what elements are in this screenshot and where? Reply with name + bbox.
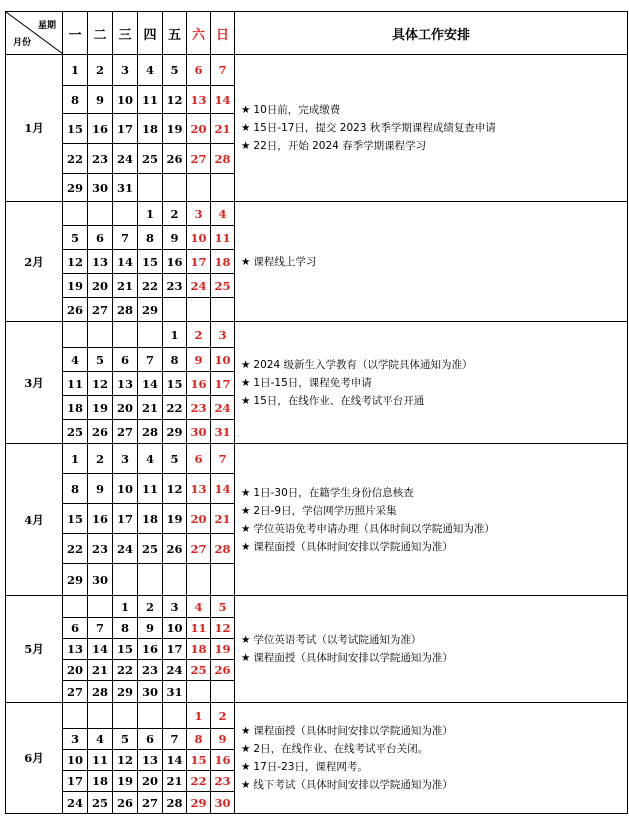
day-cell: 29	[138, 298, 163, 322]
month-label: 3月	[6, 322, 63, 444]
day-cell: 23	[187, 396, 211, 420]
day-cell: 4	[63, 348, 88, 372]
day-cell	[113, 202, 138, 226]
weekday-sat: 六	[187, 12, 211, 55]
task-text: 1日-30日，在籍学生身份信息核查	[253, 486, 414, 499]
day-cell: 9	[187, 348, 211, 372]
day-cell: 28	[211, 534, 235, 564]
day-cell	[187, 298, 211, 322]
day-cell: 2	[88, 444, 113, 474]
day-cell: 23	[88, 144, 113, 174]
week-row	[6, 703, 628, 729]
day-cell: 13	[187, 86, 211, 114]
star-icon: ★	[241, 358, 251, 371]
task-text: 22日，开始 2024 春季学期课程学习	[253, 140, 427, 152]
weekday-tue: 二	[88, 12, 113, 55]
day-cell: 24	[187, 274, 211, 298]
day-cell: 28	[88, 681, 113, 703]
task-item	[241, 502, 627, 520]
day-cell: 11	[211, 226, 235, 250]
day-cell: 15	[63, 114, 88, 144]
day-cell: 25	[211, 274, 235, 298]
day-cell: 11	[63, 372, 88, 396]
day-cell: 12	[163, 474, 187, 504]
day-cell: 4	[88, 729, 113, 750]
work-arrangement	[235, 202, 628, 322]
day-cell: 9	[163, 226, 187, 250]
day-cell: 21	[163, 771, 187, 792]
day-cell: 8	[63, 86, 88, 114]
day-cell: 7	[211, 55, 235, 86]
day-cell: 30	[211, 792, 235, 814]
task-text: 15日-17日，提交 2023 秋季学期课程成绩复查申请	[253, 122, 496, 134]
day-cell: 14	[88, 639, 113, 660]
task-item	[241, 484, 627, 502]
day-cell: 25	[138, 144, 163, 174]
day-cell: 20	[138, 771, 163, 792]
month-axis-label: 月份	[13, 38, 32, 48]
day-cell: 12	[63, 250, 88, 274]
day-cell: 5	[63, 226, 88, 250]
month-label: 5月	[6, 596, 63, 703]
day-cell: 26	[211, 660, 235, 681]
day-cell: 16	[88, 114, 113, 144]
task-text: 2日-9日，学信网学历照片采集	[253, 504, 397, 517]
corner-header	[6, 12, 63, 55]
calendar-body	[6, 55, 628, 814]
work-arrangement	[235, 322, 628, 444]
star-icon: ★	[241, 140, 251, 152]
day-cell: 22	[63, 534, 88, 564]
day-cell: 11	[88, 750, 113, 771]
day-cell: 7	[138, 348, 163, 372]
day-cell: 3	[187, 202, 211, 226]
day-cell: 30	[88, 564, 113, 596]
week-row	[6, 202, 628, 226]
day-cell: 14	[211, 86, 235, 114]
day-cell: 25	[88, 792, 113, 814]
day-cell	[138, 703, 163, 729]
task-text: 2024 级新生入学教育（以学院具体通知为准）	[253, 358, 473, 371]
day-cell: 14	[163, 750, 187, 771]
day-cell: 19	[163, 504, 187, 534]
day-cell: 28	[211, 144, 235, 174]
week-row	[6, 322, 628, 348]
day-cell: 27	[113, 420, 138, 444]
day-cell: 10	[63, 750, 88, 771]
day-cell: 26	[63, 298, 88, 322]
day-cell: 17	[187, 250, 211, 274]
work-arrangement	[235, 703, 628, 814]
day-cell: 13	[138, 750, 163, 771]
day-cell: 3	[211, 322, 235, 348]
day-cell: 26	[163, 144, 187, 174]
day-cell	[113, 564, 138, 596]
day-cell: 2	[187, 322, 211, 348]
task-item	[241, 520, 627, 538]
day-cell: 16	[211, 750, 235, 771]
task-text: 课程面授（具体时间安排以学院通知为准）	[253, 540, 453, 553]
day-cell: 20	[187, 114, 211, 144]
task-item	[241, 374, 627, 392]
task-text: 课程线上学习	[253, 255, 317, 268]
day-cell: 13	[113, 372, 138, 396]
task-item	[241, 740, 627, 758]
day-cell	[163, 298, 187, 322]
star-icon: ★	[241, 376, 251, 389]
day-cell: 10	[187, 226, 211, 250]
day-cell: 23	[211, 771, 235, 792]
day-cell: 1	[163, 322, 187, 348]
day-cell	[88, 703, 113, 729]
day-cell: 31	[163, 681, 187, 703]
day-cell: 10	[113, 86, 138, 114]
day-cell: 27	[63, 681, 88, 703]
day-cell: 24	[113, 144, 138, 174]
day-cell: 13	[63, 639, 88, 660]
day-cell: 5	[88, 348, 113, 372]
day-cell: 25	[63, 420, 88, 444]
day-cell	[163, 564, 187, 596]
day-cell: 20	[63, 660, 88, 681]
task-item	[241, 356, 627, 374]
day-cell	[187, 681, 211, 703]
star-icon: ★	[241, 743, 251, 755]
day-cell: 25	[187, 660, 211, 681]
weekday-axis-label: 星期	[37, 21, 56, 31]
day-cell: 11	[138, 86, 163, 114]
day-cell: 19	[88, 396, 113, 420]
task-item	[241, 101, 627, 119]
day-cell: 4	[138, 444, 163, 474]
star-icon: ★	[241, 652, 251, 664]
day-cell: 1	[63, 444, 88, 474]
day-cell: 21	[211, 504, 235, 534]
day-cell: 18	[88, 771, 113, 792]
day-cell: 1	[187, 703, 211, 729]
task-text: 线下考试（具体时间安排以学院通知为准）	[253, 779, 453, 791]
day-cell: 5	[163, 55, 187, 86]
day-cell: 17	[63, 771, 88, 792]
day-cell: 27	[187, 144, 211, 174]
day-cell: 3	[63, 729, 88, 750]
day-cell: 30	[138, 681, 163, 703]
task-item	[241, 538, 627, 556]
star-icon: ★	[241, 779, 251, 791]
day-cell: 13	[187, 474, 211, 504]
day-cell: 5	[113, 729, 138, 750]
header-row	[6, 12, 628, 55]
day-cell	[88, 202, 113, 226]
day-cell: 28	[163, 792, 187, 814]
day-cell: 14	[211, 474, 235, 504]
day-cell: 23	[88, 534, 113, 564]
star-icon: ★	[241, 104, 251, 116]
star-icon: ★	[241, 761, 251, 773]
day-cell: 22	[163, 396, 187, 420]
day-cell: 12	[163, 86, 187, 114]
day-cell: 12	[113, 750, 138, 771]
day-cell	[63, 322, 88, 348]
day-cell	[211, 681, 235, 703]
day-cell: 20	[113, 396, 138, 420]
day-cell	[163, 174, 187, 202]
calendar-table	[5, 11, 628, 814]
day-cell: 1	[113, 596, 138, 618]
star-icon: ★	[241, 540, 251, 553]
day-cell	[138, 174, 163, 202]
day-cell: 24	[211, 396, 235, 420]
day-cell: 31	[113, 174, 138, 202]
day-cell: 24	[63, 792, 88, 814]
task-text: 课程面授（具体时间安排以学院通知为准）	[253, 725, 453, 737]
day-cell: 9	[88, 474, 113, 504]
day-cell: 21	[211, 114, 235, 144]
day-cell: 19	[163, 114, 187, 144]
day-cell: 10	[163, 618, 187, 639]
day-cell: 2	[163, 202, 187, 226]
day-cell: 7	[211, 444, 235, 474]
task-text: 10日前，完成缴费	[253, 104, 341, 116]
task-text: 1日-15日，课程免考申请	[253, 376, 372, 389]
day-cell: 20	[187, 504, 211, 534]
day-cell: 4	[211, 202, 235, 226]
day-cell: 26	[163, 534, 187, 564]
day-cell: 16	[163, 250, 187, 274]
task-text: 15日，在线作业、在线考试平台开通	[253, 394, 425, 407]
day-cell: 27	[88, 298, 113, 322]
day-cell	[187, 564, 211, 596]
task-text: 课程面授（具体时间安排以学院通知为准）	[253, 652, 453, 664]
tasks-header: 具体工作安排	[235, 12, 628, 55]
day-cell: 29	[63, 174, 88, 202]
day-cell: 18	[63, 396, 88, 420]
day-cell: 9	[211, 729, 235, 750]
task-item	[241, 776, 627, 794]
day-cell: 8	[63, 474, 88, 504]
day-cell	[211, 298, 235, 322]
day-cell: 3	[113, 55, 138, 86]
day-cell: 21	[138, 396, 163, 420]
week-row	[6, 55, 628, 86]
day-cell: 14	[113, 250, 138, 274]
day-cell: 18	[138, 504, 163, 534]
day-cell: 6	[63, 618, 88, 639]
day-cell: 23	[138, 660, 163, 681]
day-cell: 13	[88, 250, 113, 274]
day-cell: 19	[63, 274, 88, 298]
day-cell: 16	[187, 372, 211, 396]
day-cell	[187, 174, 211, 202]
day-cell: 29	[163, 420, 187, 444]
day-cell: 15	[138, 250, 163, 274]
day-cell: 27	[138, 792, 163, 814]
day-cell	[63, 596, 88, 618]
day-cell: 3	[113, 444, 138, 474]
day-cell: 18	[211, 250, 235, 274]
day-cell: 22	[63, 144, 88, 174]
task-text: 17日-23日，课程网考。	[253, 761, 368, 773]
day-cell: 30	[187, 420, 211, 444]
day-cell: 10	[113, 474, 138, 504]
day-cell: 21	[88, 660, 113, 681]
day-cell: 19	[211, 639, 235, 660]
day-cell: 7	[113, 226, 138, 250]
task-text: 2日，在线作业、在线考试平台关闭。	[253, 743, 429, 755]
day-cell: 20	[88, 274, 113, 298]
day-cell: 2	[211, 703, 235, 729]
task-item	[241, 649, 627, 667]
day-cell	[163, 703, 187, 729]
weekday-fri: 五	[163, 12, 187, 55]
star-icon: ★	[241, 725, 251, 737]
day-cell: 21	[113, 274, 138, 298]
weekday-thu: 四	[138, 12, 163, 55]
day-cell: 28	[138, 420, 163, 444]
day-cell	[63, 202, 88, 226]
day-cell: 25	[138, 534, 163, 564]
day-cell: 8	[138, 226, 163, 250]
day-cell: 6	[187, 444, 211, 474]
day-cell: 1	[138, 202, 163, 226]
day-cell: 17	[211, 372, 235, 396]
day-cell: 1	[63, 55, 88, 86]
weekday-mon: 一	[63, 12, 88, 55]
task-item	[241, 722, 627, 740]
day-cell: 6	[187, 55, 211, 86]
week-row	[6, 444, 628, 474]
day-cell	[138, 564, 163, 596]
day-cell: 5	[163, 444, 187, 474]
day-cell: 15	[113, 639, 138, 660]
month-label: 1月	[6, 55, 63, 202]
day-cell: 27	[187, 534, 211, 564]
day-cell: 14	[138, 372, 163, 396]
task-item	[241, 137, 627, 155]
week-row	[6, 596, 628, 618]
work-arrangement	[235, 55, 628, 202]
day-cell: 8	[113, 618, 138, 639]
day-cell: 16	[88, 504, 113, 534]
task-item	[241, 392, 627, 410]
work-arrangement	[235, 596, 628, 703]
star-icon: ★	[241, 394, 251, 407]
day-cell: 26	[113, 792, 138, 814]
star-icon: ★	[241, 486, 251, 499]
day-cell	[88, 322, 113, 348]
day-cell: 31	[211, 420, 235, 444]
day-cell: 11	[187, 618, 211, 639]
work-arrangement	[235, 444, 628, 596]
star-icon: ★	[241, 122, 251, 134]
weekday-sun: 日	[211, 12, 235, 55]
day-cell: 6	[138, 729, 163, 750]
day-cell: 22	[113, 660, 138, 681]
day-cell: 4	[187, 596, 211, 618]
task-item	[241, 119, 627, 137]
day-cell	[63, 703, 88, 729]
day-cell: 15	[187, 750, 211, 771]
day-cell: 7	[88, 618, 113, 639]
day-cell	[211, 564, 235, 596]
day-cell	[88, 596, 113, 618]
star-icon: ★	[241, 504, 251, 517]
day-cell: 28	[113, 298, 138, 322]
star-icon: ★	[241, 522, 251, 535]
day-cell: 3	[163, 596, 187, 618]
day-cell: 2	[88, 55, 113, 86]
day-cell: 22	[187, 771, 211, 792]
day-cell	[211, 174, 235, 202]
month-label: 2月	[6, 202, 63, 322]
day-cell: 2	[138, 596, 163, 618]
star-icon: ★	[241, 255, 251, 268]
day-cell: 23	[163, 274, 187, 298]
day-cell: 11	[138, 474, 163, 504]
day-cell: 10	[211, 348, 235, 372]
month-label: 6月	[6, 703, 63, 814]
day-cell: 7	[163, 729, 187, 750]
day-cell: 6	[88, 226, 113, 250]
day-cell: 4	[138, 55, 163, 86]
day-cell: 9	[138, 618, 163, 639]
day-cell: 29	[187, 792, 211, 814]
task-item	[241, 253, 627, 271]
day-cell: 15	[63, 504, 88, 534]
day-cell: 5	[211, 596, 235, 618]
day-cell: 17	[113, 114, 138, 144]
day-cell: 29	[113, 681, 138, 703]
day-cell: 12	[88, 372, 113, 396]
day-cell: 19	[113, 771, 138, 792]
star-icon: ★	[241, 634, 251, 646]
day-cell: 18	[187, 639, 211, 660]
day-cell: 22	[138, 274, 163, 298]
day-cell: 12	[211, 618, 235, 639]
day-cell: 16	[138, 639, 163, 660]
day-cell	[113, 322, 138, 348]
day-cell: 24	[163, 660, 187, 681]
task-text: 学位英语免考申请办理（具体时间以学院通知为准）	[253, 522, 495, 535]
day-cell: 26	[88, 420, 113, 444]
day-cell: 8	[187, 729, 211, 750]
day-cell	[113, 703, 138, 729]
day-cell: 18	[138, 114, 163, 144]
day-cell: 8	[163, 348, 187, 372]
day-cell: 29	[63, 564, 88, 596]
day-cell: 17	[163, 639, 187, 660]
day-cell: 17	[113, 504, 138, 534]
day-cell: 24	[113, 534, 138, 564]
day-cell: 30	[88, 174, 113, 202]
day-cell: 9	[88, 86, 113, 114]
month-label: 4月	[6, 444, 63, 596]
task-item	[241, 631, 627, 649]
task-item	[241, 758, 627, 776]
day-cell: 6	[113, 348, 138, 372]
task-text: 学位英语考试（以考试院通知为准）	[253, 634, 422, 646]
day-cell	[138, 322, 163, 348]
weekday-wed: 三	[113, 12, 138, 55]
day-cell: 15	[163, 372, 187, 396]
